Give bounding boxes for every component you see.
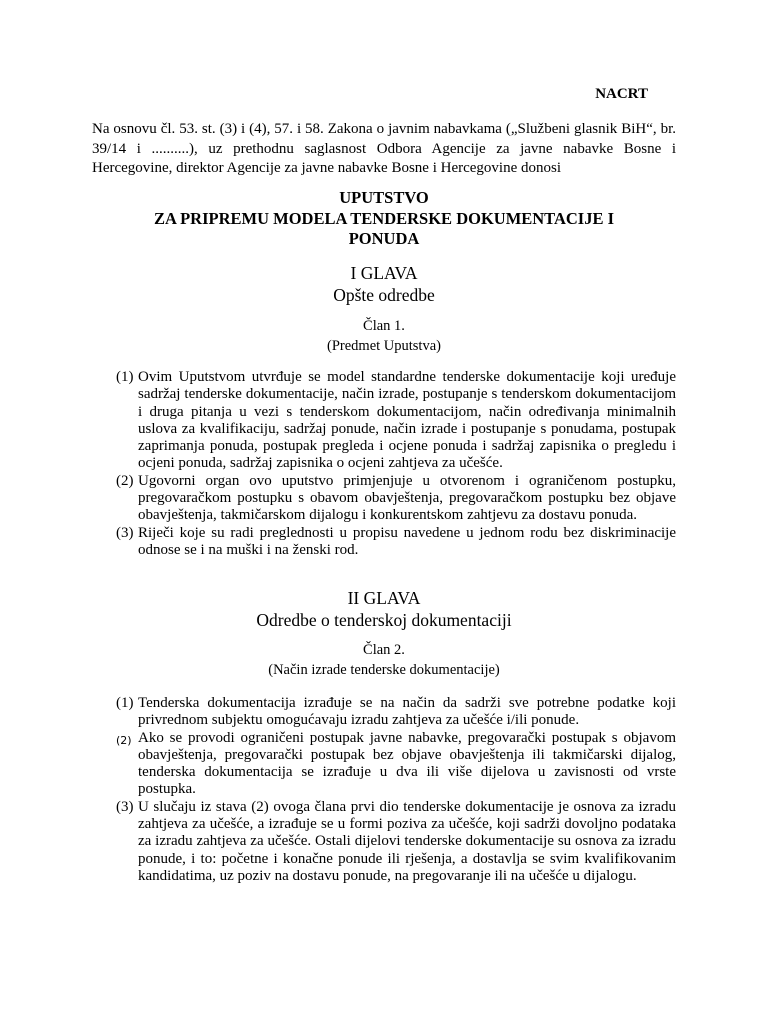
legal-basis-preamble: Na osnovu čl. 53. st. (3) i (4), 57. i 58. Zakona o javnim nabavkama („Službeni glasnik BiH“, br. 39/14 i ..........), uz prethodnu saglasnost Odbora Agencije za javne nabavke Bosne i Hercegovine, direktor Agencije za javne nabavke Bosne i Hercegovine donosi xyxy=(92,121,676,176)
draft-label: NACRT xyxy=(595,86,648,102)
paragraph-text: Riječi koje su radi preglednosti u propisu navedene u jednom rodu bez diskriminacije odnose se i na muški i na ženski rod. xyxy=(138,524,676,558)
paragraph-number: (2) xyxy=(116,472,134,489)
article-1-paragraph-3 xyxy=(116,525,676,560)
chapter-1-name: Opšte odredbe xyxy=(333,284,435,305)
paragraph-text: Ovim Uputstvom utvrđuje se model standardne tenderske dokumentacije koji uređuje sadržaj tenderske dokumentacije, način izrade, postupanje s tenderskom dokumentacijom i druga pitanja u vezi s tenderskom dokumentacijom, način određivanja minimalnih uslova za kvalifikaciju, sadržaj ponude, način izrade i postupanje s ponudama, postupak zaprimanja ponuda, postupak pregleda i ocjene ponuda i sadržaj zapisnika o pregledu i ocjeni ponuda, sadržaj zapisnika o ocjeni zahtjeva za učešće. xyxy=(138,369,676,472)
article-2-heading xyxy=(92,641,676,680)
paragraph-text: Ugovorni organ ovo uputstvo primjenjuje u otvorenom i ograničenom postupku, pregovaračkom postupku s obavom obavještenja, pregovaračkom postupku bez objave obavještenja, takmičarskom dijalogu i konkurentskom zahtjevu za dostavu ponuda. xyxy=(138,472,676,524)
article-1-number: Član 1. xyxy=(363,318,405,334)
article-2-number: Član 2. xyxy=(363,642,405,658)
paragraph-number: (3) xyxy=(116,524,134,541)
title-line-1: UPUTSTVO xyxy=(339,188,429,207)
article-2-paragraph-1 xyxy=(116,695,676,730)
paragraph-number: (2) xyxy=(116,733,132,747)
chapter-1-heading xyxy=(92,263,676,306)
chapter-2-name: Odredbe o tenderskoj dokumentaciji xyxy=(256,609,512,630)
article-1-paragraph-2 xyxy=(116,473,676,525)
paragraph-number: (1) xyxy=(116,695,134,711)
article-1-heading xyxy=(92,317,676,356)
chapter-2-heading xyxy=(92,588,676,631)
article-1-subject: (Predmet Uputstva) xyxy=(327,337,441,354)
chapter-1-number: I GLAVA xyxy=(350,263,418,283)
paragraph-text: Ako se provodi ograničeni postupak javne nabavke, pregovarački postupak s objavom obavještenja, pregovarački postupak bez objave obavještenja ili takmičarski dijalog, tenderska dokumentacija se izrađuje u dva ili više dijelova u zavisnosti od vrste postupka. xyxy=(138,729,676,798)
article-2-subject: (Način izrade tenderske dokumentacije) xyxy=(268,661,500,678)
chapter-2-number: II GLAVA xyxy=(347,588,421,608)
document-title xyxy=(92,188,676,250)
paragraph-text: Tenderska dokumentacija izrađuje se na način da sadrži sve potrebne podatke koji privrednom subjektu omogućavaju izradu zahtjeva za učešće i/ili ponude. xyxy=(138,695,676,729)
paragraph-text: U slučaju iz stava (2) ovoga člana prvi dio tenderske dokumentacije je osnova za izradu zahtjeva za učešće, a izrađuje se u formi poziva za učešće, koji sadrži dovoljno podataka za izradu zahtjeva za učešće. Ostali dijelovi tenderske dokumentacije su osnova za izradu ponude, i to: početne i konačne ponude ili rješenja, a dostavlja se svim kvalifikovanim kandidatima, uz poziv na dostavu ponude, na pregovaranje ili na učešće u dijalogu. xyxy=(138,798,676,884)
article-1-paragraph-1 xyxy=(116,369,676,473)
article-2-paragraphs xyxy=(116,695,676,885)
article-2-paragraph-2 xyxy=(116,730,676,799)
article-1-paragraphs xyxy=(116,369,676,559)
article-2-paragraph-3 xyxy=(116,799,676,885)
title-line-3: PONUDA xyxy=(348,229,420,248)
paragraph-number: (1) xyxy=(116,369,134,385)
title-line-2: ZA PRIPREMU MODELA TENDERSKE DOKUMENTACIJE I xyxy=(153,208,615,228)
paragraph-number: (3) xyxy=(116,798,134,815)
